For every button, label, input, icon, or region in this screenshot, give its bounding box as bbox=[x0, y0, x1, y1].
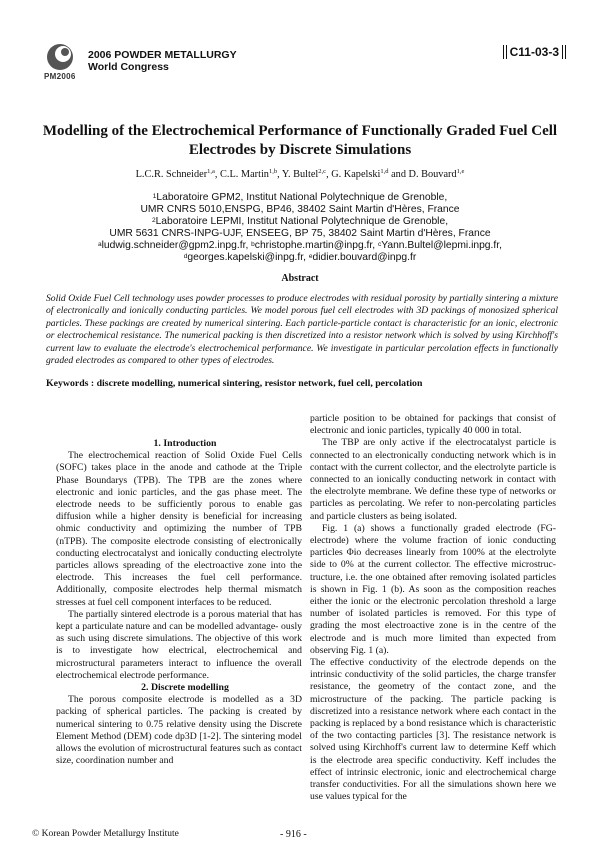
footer-copyright: © Korean Powder Metallurgy Institute bbox=[32, 829, 179, 839]
paragraph: Fig. 1 (a) shows a functionally graded electrode (FG-electrode) where the volume fraction of ionic conducting particles Φio decreases linearly from 100% at the electrolyte side to 0% at the current collector. The effective microstruc- tructure, i.e. the one obtained after removing isolated particles is shown in Fig. 1 (b). As soon as the composition reaches either the ionic or the electronic percolation threshold a large number of isolated particles is removed. For this type of grading the most electroactive zone is in the centre of the electrode and is much more limited than expected from observing Fig. 1 (a). bbox=[310, 522, 556, 656]
email-line: $^a$ludwig.schneider@gpm2.inpg.fr, $^b$christophe.martin@inpg.fr, $^c$Yann.Bultel@lepmi.inpg.fr, bbox=[98, 240, 502, 251]
author-list: L.C.R. Schneider$^{1,a}$, C.L. Martin$^{1,b}$, Y. Bultel$^{2,c}$, G. Kapelski$^{1,d}$ and D. Bouvard$^{1,e}$ bbox=[135, 168, 465, 180]
paper-title: Modelling of the Electrochemical Performance of Functionally Graded Fuel Cell Electrodes by Discrete Simulations bbox=[42, 123, 558, 158]
page-number: - 916 - bbox=[280, 829, 307, 840]
conference-logo-icon bbox=[44, 42, 76, 74]
paper-id-badge: C11-03-3 bbox=[503, 45, 566, 59]
paragraph: The electrochemical reaction of Solid Oxide Fuel Cells (SOFC) takes place in the anode and cathode at the Triple Phase Boundarys (TPB). The TPB are the zones where electronic and ionic particles, and the gas phase meet. The electrode needs to be sufficiently porous to enable gas diffusion while a higher density is beneficial for increasing ohmic conductivity and optimizing the number of TPB (nTPB). The composite electrode consisting of electronically conducting electrocatalyst and ionically conducting electrolyte particles allows spreading of the electroactive zone into the electrode. This increases the fuel cell performance. Additionally, composite electrodes help thermal mismatch stresses at fuel cell component interfaces to be reduced. bbox=[56, 450, 302, 608]
section-heading-discrete-modelling: 2. Discrete modelling bbox=[141, 682, 229, 694]
right-column bbox=[310, 413, 556, 804]
paragraph: The porous composite electrode is modelled as a 3D packing of spherical particles. The packing is created by numerical sintering to 0.75 relative density using the Discrete Element Method (DEM) code dp3D [1-2]. The sintering model allows the evolution of microstructural features such as contact size, coordination number and bbox=[56, 694, 302, 767]
conference-name-line2: World Congress bbox=[88, 61, 169, 73]
section-heading-introduction: 1. Introduction bbox=[153, 438, 217, 449]
conference-logo-text: PM2006 bbox=[44, 72, 76, 81]
left-column bbox=[56, 410, 302, 767]
affiliation-line: $^2$Laboratoire LEPMI, Institut National Polytechnique de Grenoble, bbox=[151, 216, 449, 227]
paragraph: The effective conductivity of the electrode depends on the intrinsic conductivity of the solid particles, the charge transfer resistance, the geometry of the contact zone, and the microstructure of the packing. The particle packing is discretized into a resistance network where each contact in the packing is replaced by a bond resistance which is characteristic of the two contacting particles [3]. The resistance network is solved using Kirchhoff's current law to determine Keff which is the electrode area specific conductivity. Keff includes the effect of intrinsic electronic, ionic and electrochemical charge transfer conductivities. For all the simulations shown here we use values typical for the bbox=[310, 657, 556, 803]
paragraph: The partially sintered electrode is a porous material that has kept a particulate nature and can be modelled advantage- ously as such using discrete simulations. The objective of this work is to investigate how electrical, electrochemical and microstructural parameters interact to influence the overall electrochemical electrode performance. bbox=[56, 608, 302, 681]
conference-name-line1: 2006 POWDER METALLURGY bbox=[88, 49, 237, 61]
email-line: $^d$georges.kapelski@inpg.fr, $^e$didier.bouvard@inpg.fr bbox=[183, 252, 417, 263]
abstract-text: Solid Oxide Fuel Cell technology uses powder processes to produce electrodes with residual porosity by partially sintering a mixture of electronically and ionically conducting particles. We model porous fuel cell electrodes with 3D packings of monosized spherical particles. These packings are created by numerical sintering. Each particle-particle contact is characteristic for an ionic, electronic or electrochemical resistance. The numerical packing is then discretized into a resistor network which is solved by using Kirchhoff's current law to evaluate the electrode's electrochemical performance. We investigate in particular percolation effects in functionally graded electrodes as compared to other types of electrodes. bbox=[46, 293, 558, 367]
affiliation-line: UMR 5631 CNRS-INPG-UJF, ENSEEG, BP 75, 38402 Saint Martin d'Hères, France bbox=[109, 228, 491, 239]
affiliations bbox=[40, 192, 560, 264]
abstract-heading: Abstract bbox=[281, 273, 319, 284]
affiliation-line: $^1$Laboratoire GPM2, Institut National Polytechnique de Grenoble, bbox=[152, 192, 448, 203]
affiliation-line: UMR CNRS 5010,ENSPG, BP46, 38402 Saint Martin d'Hères, France bbox=[140, 204, 460, 215]
paragraph: particle position to be obtained for packings that consist of electronic and ionic particles, typically 40 000 in total. bbox=[310, 413, 556, 437]
paragraph: The TBP are only active if the electrocatalyst particle is connected to an electronically conducting network which is in contact with the current collector, and the electrolyte particle is connected to an ionically conducting network in contact with the electrolyte membrane. We define these type of networks or particles as percolating. We refer to non-percolating particles and particle clusters as being isolated. bbox=[310, 437, 556, 522]
conference-name bbox=[88, 49, 237, 73]
keywords: Keywords : discrete modelling, numerical sintering, resistor network, fuel cell, percolation bbox=[46, 378, 423, 389]
